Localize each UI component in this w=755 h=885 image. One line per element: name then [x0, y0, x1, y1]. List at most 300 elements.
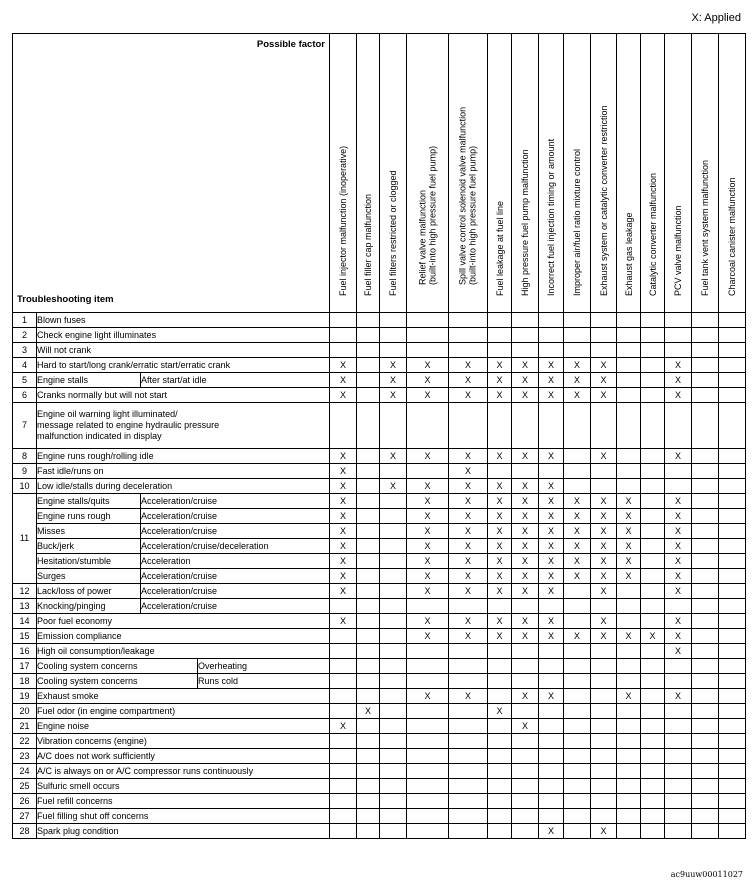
- row-item: Spark plug condition: [37, 824, 330, 839]
- empty-cell: [380, 629, 407, 644]
- empty-cell: [641, 644, 665, 659]
- applied-mark: X: [617, 524, 641, 539]
- empty-cell: [330, 809, 357, 824]
- empty-cell: [564, 313, 591, 328]
- empty-cell: [692, 494, 719, 509]
- row-item: Vibration concerns (engine): [37, 734, 330, 749]
- empty-cell: [357, 824, 380, 839]
- empty-cell: [617, 824, 641, 839]
- applied-mark: X: [665, 644, 692, 659]
- possible-factor-label: Possible factor: [256, 39, 325, 50]
- empty-cell: [617, 719, 641, 734]
- factor-label: Exhaust system or catalytic converter restriction: [598, 105, 609, 296]
- applied-mark: X: [330, 719, 357, 734]
- empty-cell: [564, 343, 591, 358]
- applied-mark: X: [591, 539, 617, 554]
- empty-cell: [641, 494, 665, 509]
- row-item: Engine stalls: [37, 373, 141, 388]
- factor-label: PCV valve malfunction: [672, 205, 683, 296]
- row-number: 21: [13, 719, 37, 734]
- empty-cell: [617, 403, 641, 449]
- row-item: Sulfuric smell occurs: [37, 779, 330, 794]
- applied-mark: X: [539, 614, 564, 629]
- empty-cell: [488, 599, 512, 614]
- row-number: 3: [13, 343, 37, 358]
- row-number: 9: [13, 464, 37, 479]
- applied-mark: X: [617, 509, 641, 524]
- applied-mark: X: [380, 358, 407, 373]
- row-item: Misses: [37, 524, 141, 539]
- table-row: [13, 629, 746, 644]
- empty-cell: [407, 343, 449, 358]
- applied-mark: X: [407, 629, 449, 644]
- row-condition: Overheating: [198, 659, 330, 674]
- empty-cell: [692, 313, 719, 328]
- row-condition: Acceleration/cruise: [141, 509, 330, 524]
- empty-cell: [591, 674, 617, 689]
- empty-cell: [617, 674, 641, 689]
- empty-cell: [539, 644, 564, 659]
- empty-cell: [357, 464, 380, 479]
- empty-cell: [330, 764, 357, 779]
- empty-cell: [692, 358, 719, 373]
- empty-cell: [719, 599, 746, 614]
- empty-cell: [330, 794, 357, 809]
- empty-cell: [380, 584, 407, 599]
- applied-mark: X: [330, 584, 357, 599]
- empty-cell: [512, 734, 539, 749]
- empty-cell: [719, 779, 746, 794]
- applied-mark: X: [449, 524, 488, 539]
- row-number: 5: [13, 373, 37, 388]
- applied-mark: X: [449, 689, 488, 704]
- empty-cell: [719, 614, 746, 629]
- empty-cell: [449, 734, 488, 749]
- applied-mark: X: [512, 479, 539, 494]
- empty-cell: [357, 479, 380, 494]
- header-corner: [13, 34, 330, 313]
- table-row: [13, 674, 746, 689]
- empty-cell: [641, 328, 665, 343]
- empty-cell: [591, 328, 617, 343]
- empty-cell: [617, 809, 641, 824]
- empty-cell: [539, 328, 564, 343]
- empty-cell: [488, 749, 512, 764]
- empty-cell: [380, 313, 407, 328]
- row-number: 11: [13, 494, 37, 584]
- empty-cell: [407, 464, 449, 479]
- empty-cell: [692, 629, 719, 644]
- empty-cell: [665, 734, 692, 749]
- empty-cell: [512, 644, 539, 659]
- row-item: Cranks normally but will not start: [37, 388, 330, 403]
- empty-cell: [407, 403, 449, 449]
- applied-mark: X: [591, 614, 617, 629]
- table-row: [13, 599, 746, 614]
- empty-cell: [357, 313, 380, 328]
- table-row: [13, 479, 746, 494]
- empty-cell: [380, 659, 407, 674]
- applied-mark: X: [641, 629, 665, 644]
- factor-header: [564, 34, 591, 313]
- applied-mark: X: [617, 539, 641, 554]
- table-row: [13, 464, 746, 479]
- empty-cell: [665, 794, 692, 809]
- applied-mark: X: [449, 479, 488, 494]
- row-number: 15: [13, 629, 37, 644]
- empty-cell: [407, 734, 449, 749]
- empty-cell: [641, 449, 665, 464]
- empty-cell: [357, 539, 380, 554]
- empty-cell: [719, 403, 746, 449]
- empty-cell: [449, 704, 488, 719]
- empty-cell: [617, 764, 641, 779]
- applied-mark: X: [539, 629, 564, 644]
- empty-cell: [665, 403, 692, 449]
- applied-mark: X: [665, 569, 692, 584]
- applied-mark: X: [488, 554, 512, 569]
- applied-mark: X: [488, 479, 512, 494]
- empty-cell: [357, 524, 380, 539]
- empty-cell: [692, 328, 719, 343]
- empty-cell: [380, 779, 407, 794]
- empty-cell: [692, 659, 719, 674]
- applied-mark: X: [591, 449, 617, 464]
- empty-cell: [357, 794, 380, 809]
- factor-label: Charcoal canister malfunction: [726, 177, 737, 296]
- applied-mark: X: [617, 569, 641, 584]
- applied-mark: X: [449, 629, 488, 644]
- applied-mark: X: [330, 614, 357, 629]
- applied-mark: X: [564, 388, 591, 403]
- row-number: 2: [13, 328, 37, 343]
- applied-mark: X: [357, 704, 380, 719]
- applied-mark: X: [380, 449, 407, 464]
- row-number: 24: [13, 764, 37, 779]
- table-row: [13, 719, 746, 734]
- troubleshooting-table: [12, 33, 746, 839]
- applied-mark: X: [330, 449, 357, 464]
- empty-cell: [591, 719, 617, 734]
- empty-cell: [449, 674, 488, 689]
- table-row: [13, 388, 746, 403]
- empty-cell: [357, 659, 380, 674]
- empty-cell: [641, 824, 665, 839]
- empty-cell: [488, 644, 512, 659]
- row-item: A/C is always on or A/C compressor runs continuously: [37, 764, 330, 779]
- applied-mark: X: [330, 464, 357, 479]
- row-condition: Runs cold: [198, 674, 330, 689]
- applied-mark: X: [665, 539, 692, 554]
- empty-cell: [564, 734, 591, 749]
- factor-header: [591, 34, 617, 313]
- factor-header: [357, 34, 380, 313]
- row-item: Surges: [37, 569, 141, 584]
- empty-cell: [488, 674, 512, 689]
- table-row: [13, 794, 746, 809]
- applied-mark: X: [449, 494, 488, 509]
- empty-cell: [407, 313, 449, 328]
- empty-cell: [449, 659, 488, 674]
- applied-mark: X: [449, 358, 488, 373]
- empty-cell: [641, 464, 665, 479]
- row-condition: Acceleration: [141, 554, 330, 569]
- applied-mark: X: [380, 479, 407, 494]
- applied-mark: X: [488, 524, 512, 539]
- empty-cell: [617, 734, 641, 749]
- applied-mark: X: [665, 494, 692, 509]
- applied-mark: X: [407, 494, 449, 509]
- empty-cell: [380, 554, 407, 569]
- row-number: 25: [13, 779, 37, 794]
- applied-mark: X: [564, 494, 591, 509]
- empty-cell: [719, 809, 746, 824]
- empty-cell: [512, 313, 539, 328]
- empty-cell: [330, 749, 357, 764]
- empty-cell: [564, 809, 591, 824]
- empty-cell: [692, 479, 719, 494]
- row-number: 28: [13, 824, 37, 839]
- empty-cell: [692, 674, 719, 689]
- empty-cell: [407, 764, 449, 779]
- empty-cell: [330, 674, 357, 689]
- applied-mark: X: [330, 539, 357, 554]
- empty-cell: [539, 749, 564, 764]
- empty-cell: [617, 749, 641, 764]
- empty-cell: [719, 479, 746, 494]
- empty-cell: [357, 599, 380, 614]
- empty-cell: [564, 764, 591, 779]
- empty-cell: [380, 343, 407, 358]
- factor-header: [512, 34, 539, 313]
- empty-cell: [357, 373, 380, 388]
- applied-mark: X: [591, 358, 617, 373]
- empty-cell: [692, 403, 719, 449]
- empty-cell: [641, 704, 665, 719]
- empty-cell: [539, 464, 564, 479]
- empty-cell: [665, 599, 692, 614]
- applied-mark: X: [512, 509, 539, 524]
- empty-cell: [407, 809, 449, 824]
- applied-mark: X: [591, 509, 617, 524]
- empty-cell: [539, 734, 564, 749]
- empty-cell: [641, 403, 665, 449]
- applied-mark: X: [539, 479, 564, 494]
- empty-cell: [719, 584, 746, 599]
- row-number: 23: [13, 749, 37, 764]
- empty-cell: [539, 343, 564, 358]
- applied-mark: X: [330, 494, 357, 509]
- empty-cell: [564, 674, 591, 689]
- empty-cell: [512, 343, 539, 358]
- empty-cell: [488, 464, 512, 479]
- applied-mark: X: [512, 524, 539, 539]
- row-item: Fuel refill concerns: [37, 794, 330, 809]
- empty-cell: [357, 674, 380, 689]
- empty-cell: [488, 313, 512, 328]
- applied-mark: X: [512, 719, 539, 734]
- empty-cell: [665, 764, 692, 779]
- table-row: [13, 449, 746, 464]
- factor-label: Spill valve control solenoid valve malfunction (built-into high pressure fuel pump): [457, 107, 478, 286]
- applied-mark: X: [617, 494, 641, 509]
- row-number: 19: [13, 689, 37, 704]
- empty-cell: [330, 599, 357, 614]
- empty-cell: [692, 764, 719, 779]
- applied-mark: X: [512, 539, 539, 554]
- empty-cell: [692, 809, 719, 824]
- empty-cell: [512, 764, 539, 779]
- applied-mark: X: [449, 554, 488, 569]
- applied-mark: X: [330, 509, 357, 524]
- empty-cell: [449, 328, 488, 343]
- applied-mark: X: [539, 824, 564, 839]
- empty-cell: [719, 569, 746, 584]
- empty-cell: [641, 749, 665, 764]
- empty-cell: [330, 704, 357, 719]
- empty-cell: [488, 689, 512, 704]
- empty-cell: [488, 343, 512, 358]
- empty-cell: [665, 328, 692, 343]
- empty-cell: [641, 584, 665, 599]
- row-item: Engine noise: [37, 719, 330, 734]
- empty-cell: [641, 599, 665, 614]
- empty-cell: [617, 358, 641, 373]
- empty-cell: [357, 629, 380, 644]
- empty-cell: [357, 734, 380, 749]
- applied-mark: X: [564, 569, 591, 584]
- empty-cell: [488, 719, 512, 734]
- row-number: 17: [13, 659, 37, 674]
- empty-cell: [665, 343, 692, 358]
- row-item: Check engine light illuminates: [37, 328, 330, 343]
- empty-cell: [692, 794, 719, 809]
- table-row: [13, 343, 746, 358]
- applied-mark: X: [488, 494, 512, 509]
- empty-cell: [692, 824, 719, 839]
- empty-cell: [564, 689, 591, 704]
- empty-cell: [719, 554, 746, 569]
- empty-cell: [407, 328, 449, 343]
- empty-cell: [591, 343, 617, 358]
- empty-cell: [641, 539, 665, 554]
- empty-cell: [591, 764, 617, 779]
- applied-mark: X: [539, 494, 564, 509]
- row-number: 13: [13, 599, 37, 614]
- empty-cell: [357, 644, 380, 659]
- applied-mark: X: [512, 689, 539, 704]
- applied-mark: X: [512, 373, 539, 388]
- empty-cell: [665, 659, 692, 674]
- empty-cell: [330, 629, 357, 644]
- factor-label: Relief valve malfunction (built-into high pressure fuel pump): [417, 146, 438, 286]
- applied-mark: X: [449, 614, 488, 629]
- empty-cell: [692, 464, 719, 479]
- applied-mark: X: [407, 509, 449, 524]
- empty-cell: [692, 614, 719, 629]
- applied-mark: X: [407, 554, 449, 569]
- applied-mark: X: [564, 539, 591, 554]
- row-number: 18: [13, 674, 37, 689]
- row-item: Knocking/pinging: [37, 599, 141, 614]
- row-item: Cooling system concerns: [37, 674, 198, 689]
- empty-cell: [591, 704, 617, 719]
- empty-cell: [719, 659, 746, 674]
- applied-mark: X: [512, 614, 539, 629]
- empty-cell: [692, 719, 719, 734]
- row-number: 16: [13, 644, 37, 659]
- row-item: Fast idle/runs on: [37, 464, 330, 479]
- empty-cell: [407, 674, 449, 689]
- applied-mark: X: [591, 494, 617, 509]
- empty-cell: [641, 734, 665, 749]
- empty-cell: [512, 674, 539, 689]
- empty-cell: [407, 824, 449, 839]
- empty-cell: [692, 373, 719, 388]
- empty-cell: [488, 403, 512, 449]
- empty-cell: [719, 313, 746, 328]
- row-item: Hesitation/stumble: [37, 554, 141, 569]
- row-item: High oil consumption/leakage: [37, 644, 330, 659]
- empty-cell: [617, 704, 641, 719]
- row-condition: Acceleration/cruise: [141, 599, 330, 614]
- empty-cell: [719, 719, 746, 734]
- empty-cell: [641, 313, 665, 328]
- empty-cell: [692, 509, 719, 524]
- empty-cell: [539, 659, 564, 674]
- empty-cell: [488, 824, 512, 839]
- factor-header: [330, 34, 357, 313]
- empty-cell: [564, 824, 591, 839]
- empty-cell: [719, 524, 746, 539]
- empty-cell: [512, 779, 539, 794]
- factor-header: [407, 34, 449, 313]
- empty-cell: [665, 464, 692, 479]
- table-row: [13, 358, 746, 373]
- empty-cell: [380, 824, 407, 839]
- empty-cell: [407, 794, 449, 809]
- empty-cell: [692, 569, 719, 584]
- empty-cell: [512, 809, 539, 824]
- empty-cell: [407, 644, 449, 659]
- factor-label: Exhaust gas leakage: [623, 212, 634, 296]
- factor-header: [665, 34, 692, 313]
- empty-cell: [641, 524, 665, 539]
- empty-cell: [539, 719, 564, 734]
- applied-mark: X: [665, 358, 692, 373]
- applied-mark: X: [488, 358, 512, 373]
- empty-cell: [692, 779, 719, 794]
- factor-header: [641, 34, 665, 313]
- applied-mark: X: [539, 569, 564, 584]
- empty-cell: [665, 704, 692, 719]
- empty-cell: [665, 719, 692, 734]
- empty-cell: [719, 749, 746, 764]
- empty-cell: [641, 614, 665, 629]
- empty-cell: [380, 704, 407, 719]
- row-item: Poor fuel economy: [37, 614, 330, 629]
- table-row: [13, 524, 746, 539]
- empty-cell: [357, 569, 380, 584]
- row-condition: Acceleration/cruise/deceleration: [141, 539, 330, 554]
- empty-cell: [512, 464, 539, 479]
- empty-cell: [692, 524, 719, 539]
- row-number: 20: [13, 704, 37, 719]
- applied-mark: X: [665, 554, 692, 569]
- applied-mark: X: [449, 584, 488, 599]
- empty-cell: [357, 403, 380, 449]
- empty-cell: [719, 358, 746, 373]
